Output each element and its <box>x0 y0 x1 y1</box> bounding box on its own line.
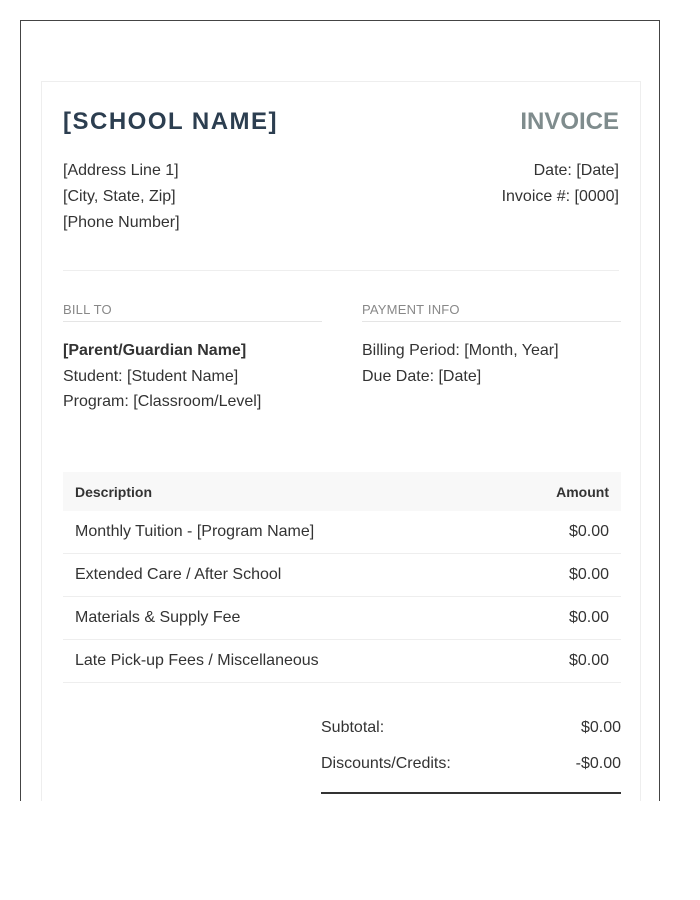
line-items-table <box>63 472 621 683</box>
billing-period-line: Billing Period: [Month, Year] <box>362 342 559 359</box>
table-row <box>63 640 621 683</box>
table-row <box>63 597 621 640</box>
parent-name: [Parent/Guardian Name] <box>63 342 247 359</box>
subtotal-row <box>321 710 621 746</box>
discounts-value: -$0.00 <box>575 755 621 772</box>
column-header-amount: Amount <box>496 472 621 511</box>
address-city-state-zip: [City, State, Zip] <box>63 188 176 205</box>
row-description: Late Pick-up Fees / Miscellaneous <box>63 640 496 683</box>
school-name: [SCHOOL NAME] <box>63 108 279 135</box>
bill-to-details <box>63 338 322 415</box>
table-row <box>63 511 621 554</box>
totals-divider <box>321 792 621 794</box>
document-frame <box>20 20 660 801</box>
header-divider <box>63 270 619 271</box>
row-amount: $0.00 <box>496 554 621 597</box>
address-line-1: [Address Line 1] <box>63 162 179 179</box>
totals-section <box>321 710 621 794</box>
invoice-title: INVOICE <box>520 108 619 135</box>
due-date-line: Due Date: [Date] <box>362 367 482 385</box>
row-description: Materials & Supply Fee <box>63 597 496 640</box>
school-address <box>63 158 180 236</box>
row-amount: $0.00 <box>496 640 621 683</box>
invoice-meta <box>502 158 619 210</box>
program-line: Program: [Classroom/Level] <box>63 393 262 410</box>
subtotal-value: $0.00 <box>580 719 621 736</box>
invoice-number: Invoice #: [0000] <box>501 188 619 205</box>
row-amount: $0.00 <box>496 597 621 640</box>
row-amount: $0.00 <box>496 511 621 554</box>
discounts-row <box>321 746 621 782</box>
invoice-sheet <box>41 81 641 801</box>
student-line: Student: [Student Name] <box>63 367 239 385</box>
subtotal-label: Subtotal: <box>321 719 385 736</box>
discounts-label: Discounts/Credits: <box>321 755 451 772</box>
bill-to-heading: BILL TO <box>63 302 322 322</box>
row-description: Monthly Tuition - [Program Name] <box>63 511 496 554</box>
invoice-date: Date: [Date] <box>533 162 619 179</box>
payment-info-section <box>362 302 621 389</box>
payment-info-heading: PAYMENT INFO <box>362 302 621 322</box>
column-header-description: Description <box>63 472 496 511</box>
payment-info-details <box>362 338 621 389</box>
address-phone: [Phone Number] <box>63 214 180 231</box>
table-header-row <box>63 472 621 511</box>
bill-to-section <box>63 302 322 415</box>
table-row <box>63 554 621 597</box>
row-description: Extended Care / After School <box>63 554 496 597</box>
